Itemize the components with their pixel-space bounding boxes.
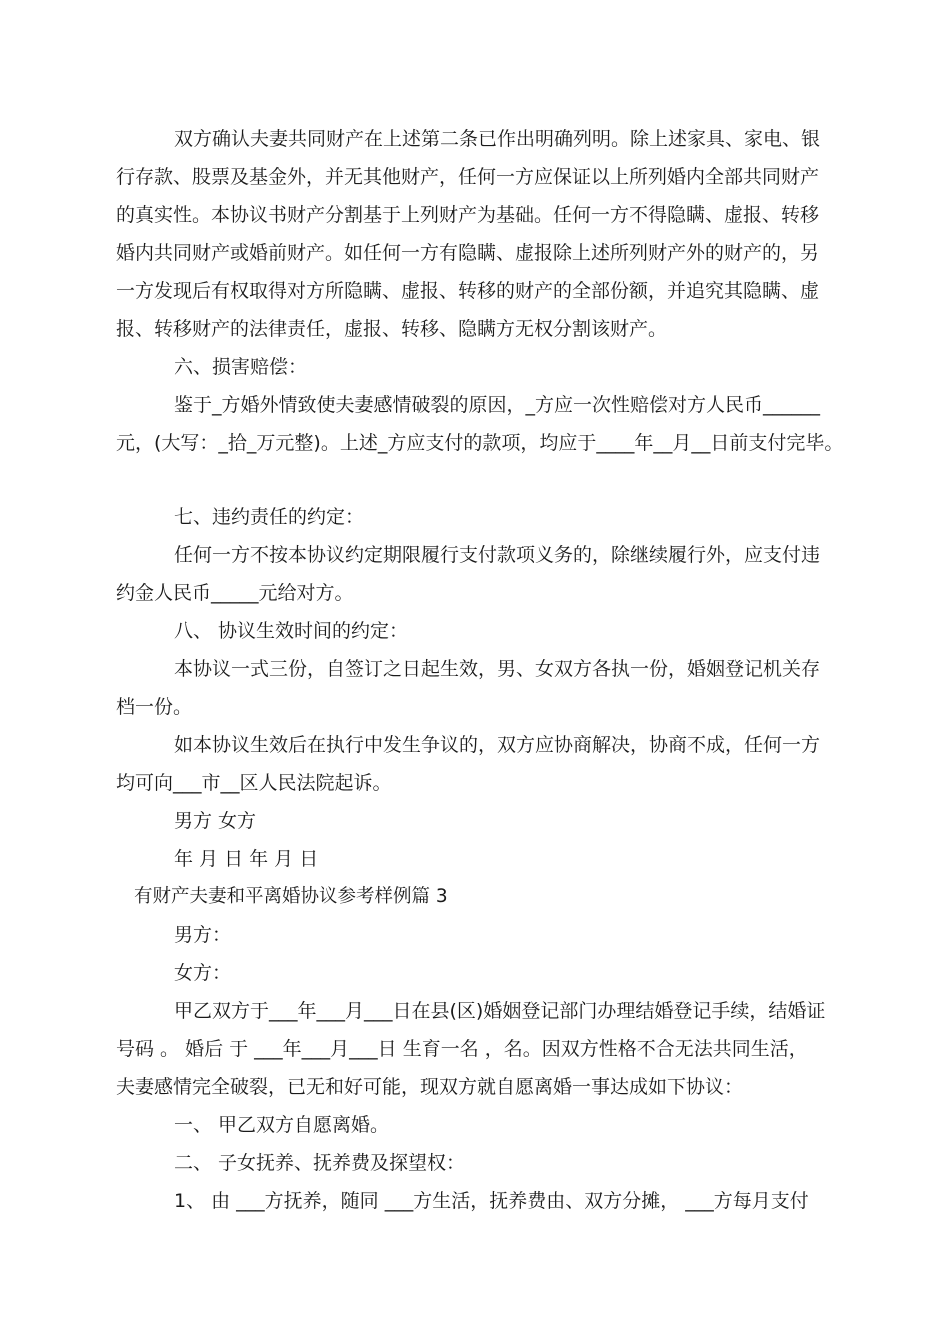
clause-line: 一、 甲乙双方自愿离婚。: [174, 1114, 390, 1136]
paragraph-line: 任何一方不按本协议约定期限履行支付款项义务的，除继续履行外，应支付违: [174, 544, 821, 566]
signature-line: 男方 女方: [174, 810, 257, 832]
paragraph-line: 报、转移财产的法律责任，虚报、转移、隐瞒方无权分割该财产。: [116, 318, 668, 340]
section-heading: 七、违约责任的约定：: [174, 506, 365, 528]
paragraph-line: 号码 。 婚后 于 ___年___月___日 生育一名 ，名。因双方性格不合无法共同生活，: [116, 1038, 808, 1060]
paragraph-line: 一方发现后有权取得对方所隐瞒、虚报、转移的财产的全部份额，并追究其隐瞒、虚: [116, 280, 820, 302]
paragraph-line: 档一份。: [116, 696, 193, 718]
paragraph-line: 约金人民币_____元给对方。: [116, 582, 354, 604]
paragraph-line: 元，(大写：_拾_万元整)。上述_方应支付的款项，均应于____年__月__日前支付完毕。: [116, 432, 844, 454]
party-line: 女方：: [174, 962, 232, 984]
paragraph-line: 鉴于_方婚外情致使夫妻感情破裂的原因，_方应一次性赔偿对方人民币______: [174, 394, 821, 416]
document-title: 有财产夫妻和平离婚协议参考样例篇 3: [134, 886, 448, 907]
party-line: 男方：: [174, 924, 232, 946]
paragraph-line: 婚内共同财产或婚前财产。如任何一方有隐瞒、虚报除上述所列财产外的财产的，另: [116, 242, 820, 264]
clause-line: 1、 由 ___方抚养，随同 ___方生活，抚养费由、双方分摊， ___方每月支付: [174, 1190, 809, 1212]
paragraph-line: 甲乙双方于___年___月___日在县(区)婚姻登记部门办理结婚登记手续，结婚证: [174, 1000, 826, 1022]
paragraph-line: 夫妻感情完全破裂，已无和好可能，现双方就自愿离婚一事达成如下协议：: [116, 1076, 744, 1098]
section-heading: 八、 协议生效时间的约定：: [174, 620, 409, 642]
paragraph-line: 如本协议生效后在执行中发生争议的，双方应协商解决，协商不成，任何一方: [174, 734, 821, 756]
clause-line: 二、 子女抚养、抚养费及探望权：: [174, 1152, 466, 1174]
section-heading: 六、损害赔偿：: [174, 356, 308, 378]
paragraph-line: 行存款、股票及基金外，并无其他财产，任何一方应保证以上所列婚内全部共同财产: [116, 166, 820, 188]
date-line: 年 月 日 年 月 日: [174, 848, 319, 870]
paragraph-line: 本协议一式三份，自签订之日起生效，男、女双方各执一份，婚姻登记机关存: [174, 658, 821, 680]
paragraph-line: 双方确认夫妻共同财产在上述第二条已作出明确列明。除上述家具、家电、银: [174, 128, 821, 150]
paragraph-line: 均可向___市__区人民法院起诉。: [116, 772, 392, 794]
paragraph-line: 的真实性。本协议书财产分割基于上列财产为基础。任何一方不得隐瞒、虚报、转移: [116, 204, 820, 226]
